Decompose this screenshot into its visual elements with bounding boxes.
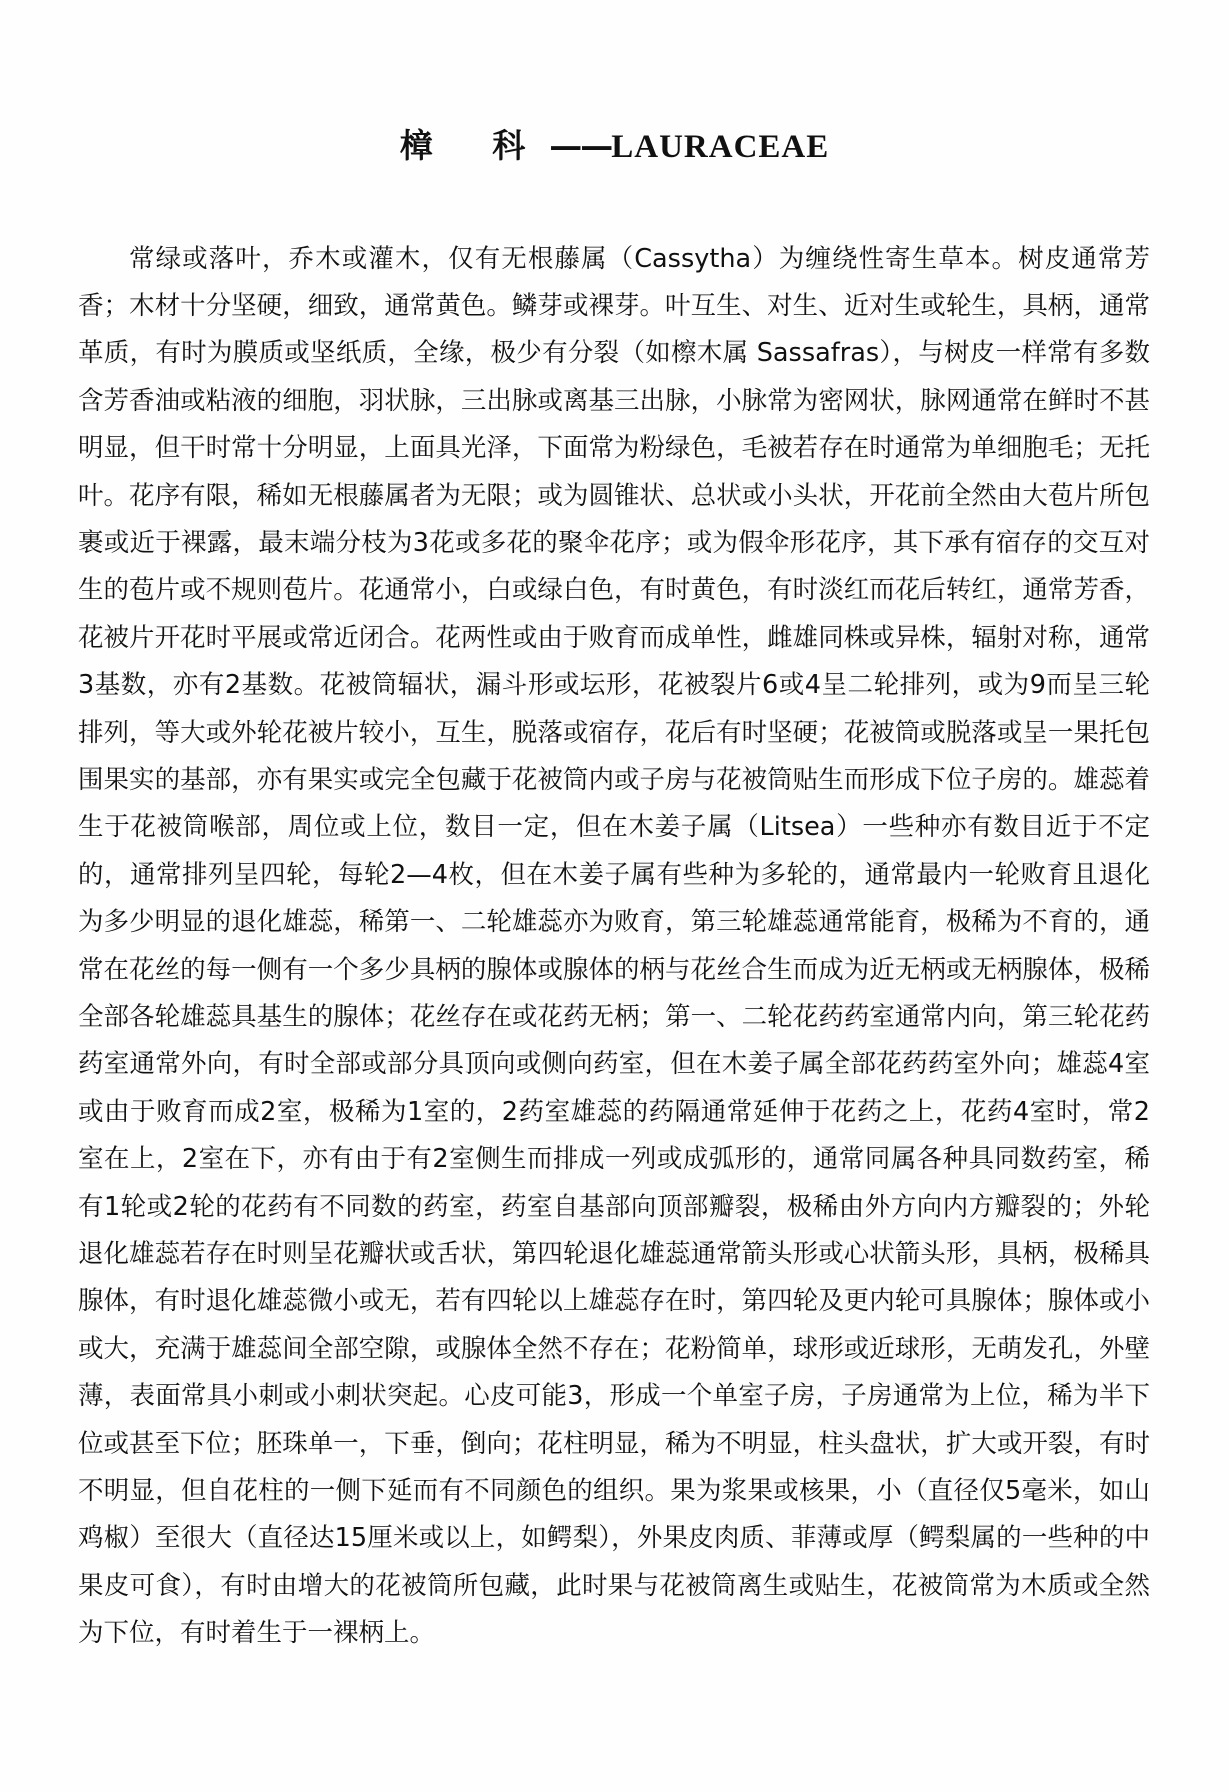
family-description-paragraph: 常绿或落叶，乔木或灌木，仅有无根藤属（Cassytha）为缠绕性寄生草本。树皮通常芳香；木材十分坚硬，细致，通常黄色。鳞芽或裸芽。叶互生、对生、近对生或轮生，具柄，通常革质，有时为膜质或坚纸质，全缘，极少有分裂（如檫木属 Sassafras），与树皮一样常有多数含芳香油或粘液的细胞，羽状脉，三出脉或离基三出脉，小脉常为密网状，脉网通常在鲜时不甚明显，但干时常十分明显，上面具光泽，下面常为粉绿色，毛被若存在时通常为单细胞毛；无托叶。花序有限，稀如无根藤属者为无限；或为圆锥状、总状或小头状，开花前全然由大苞片所包裹或近于裸露，最末端分枝为3花或多花的聚伞花序；或为假伞形花序，其下承有宿存的交互对生的苞片或不规则苞片。花通常小，白或绿白色，有时黄色，有时淡红而花后转红，通常芳香，花被片开花时平展或常近闭合。花两性或由于败育而成单性，雌雄同株或异株，辐射对称，通常3基数，亦有2基数。花被筒辐状，漏斗形或坛形，花被裂片6或4呈二轮排列，或为9而呈三轮排列，等大或外轮花被片较小，互生，脱落或宿存，花后有时坚硬；花被筒或脱落或呈一果托包围果实的基部，亦有果实或完全包藏于花被筒内或子房与花被筒贴生而形成下位子房的。雄蕊着生于花被筒喉部，周位或上位，数目一定，但在木姜子属（Litsea）一些种亦有数目近于不定的，通常排列呈四轮，每轮2—4枚，但在木姜子属有些种为多轮的，通常最内一轮败育且退化为多少明显的退化雄蕊，稀第一、二轮雄蕊亦为败育，第三轮雄蕊通常能育，极稀为不育的，通常在花丝的每一侧有一个多少具柄的腺体或腺体的柄与花丝合生而成为近无柄或无柄腺体，极稀全部各轮雄蕊具基生的腺体；花丝存在或花药无柄；第一、二轮花药药室通常内向，第三轮花药药室通常外向，有时全部或部分具顶向或侧向药室，但在木姜子属全部花药药室外向；雄蕊4室或由于败育而成2室，极稀为1室的，2药室雄蕊的药隔通常延伸于花药之上，花药4室时，常2室在上，2室在下，亦有由于有2室侧生而排成一列或成弧形的，通常同属各种具同数药室，稀有1轮或2轮的花药有不同数的药室，药室自基部向顶部瓣裂，极稀由外方向内方瓣裂的；外轮退化雄蕊若存在时则呈花瓣状或舌状，第四轮退化雄蕊通常箭头形或心状箭头形，具柄，极稀具腺体，有时退化雄蕊微小或无，若有四轮以上雄蕊存在时，第四轮及更内轮可具腺体；腺体或小或大，充满于雄蕊间全部空隙，或腺体全然不存在；花粉简单，球形或近球形，无萌发孔，外壁薄，表面常具小刺或小刺状突起。心皮可能3，形成一个单室子房，子房通常为上位，稀为半下位或甚至下位；胚珠单一，下垂，倒向；花柱明显，稀为不明显，柱头盘状，扩大或开裂，有时不明显，但自花柱的一侧下延而有不同颜色的组织。果为浆果或核果，小（直径仅5毫米，如山鸡椒）至很大（直径达15厘米或以上，如鳄梨），外果皮肉质、菲薄或厚（鳄梨属的一些种的中果皮可食），有时由增大的花被筒所包藏，此时果与花被筒离生或贴生，花被筒常为木质或全然为下位，有时着生于一裸柄上。 — [78, 243, 1150, 1649]
title-latin: LAURACEAE — [611, 129, 830, 166]
title-chinese: 樟 科 — [399, 126, 550, 166]
page-title — [0, 120, 1229, 167]
title-dash: —— — [549, 126, 612, 166]
